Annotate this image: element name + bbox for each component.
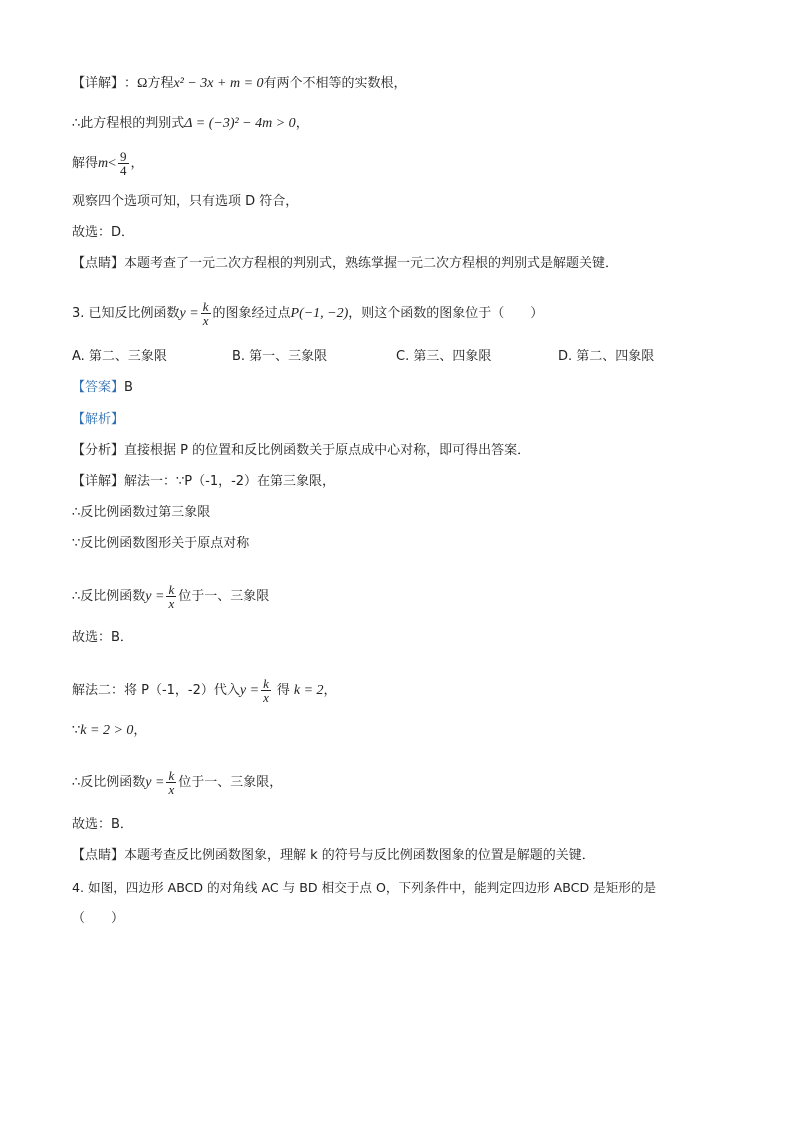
text-tail: ， [133, 723, 147, 738]
comment-text: 本题考查反比例函数图象，理解 k 的符号与反比例函数图象的位置是解题的关键． [124, 848, 595, 863]
fraction-denominator: 4 [120, 163, 127, 178]
method2-text-c: ， [323, 682, 337, 698]
text-tail: 有两个不相等的实数根， [263, 76, 407, 91]
because-symbol: ∵ [72, 723, 81, 738]
fraction-numerator: k [168, 768, 175, 783]
text-tail: ， [130, 155, 144, 171]
colon: ： [124, 76, 138, 91]
because-glyph: Ω [137, 76, 148, 91]
fraction-numerator: k [263, 676, 269, 691]
solve-line [72, 150, 144, 177]
method-2-line [72, 677, 337, 704]
fraction-k-over-x [261, 677, 271, 704]
step-line-2: ∵反比例函数图形关于原点对称 [72, 536, 250, 551]
step3-text-a: ∴反比例函数 [72, 588, 146, 604]
fraction-denominator: x [168, 782, 175, 797]
method2-text-a: 解法二：将 P（-1，-2）代入 [72, 682, 240, 698]
step-line-3 [72, 583, 269, 610]
fraction-numerator: 9 [120, 149, 127, 164]
analysis-line [72, 443, 530, 459]
q3-option-d: D. 第二、四象限 [558, 349, 655, 364]
q3-option-b: B. 第一、三象限 [232, 349, 328, 364]
analysis-label: 【分析】 [72, 443, 125, 458]
comment-label: 【点睛】 [72, 256, 125, 271]
q3-options [72, 349, 722, 365]
detail-label: 【详解】 [72, 76, 125, 91]
fraction-denominator: x [263, 690, 269, 705]
fraction-k-over-x [166, 769, 176, 796]
answer-line [72, 380, 133, 396]
comment-line-1 [72, 256, 618, 272]
fraction-denominator: x [168, 596, 175, 611]
fraction-denominator: x [202, 313, 209, 328]
fraction-numerator: k [168, 582, 175, 597]
q3-stem-a: 3. 已知反比例函数 [72, 305, 180, 321]
step4-text-a: ∴反比例函数 [72, 774, 146, 790]
text-tail: ， [295, 116, 309, 131]
step-line-1: ∴反比例函数过第三象限 [72, 505, 211, 520]
k-positive-expr: k = 2 > 0 [80, 723, 134, 738]
method2-text-b: 得 [276, 682, 290, 698]
discriminant-text: 此方程根的判别式 [80, 116, 185, 131]
fraction-numerator: k [202, 299, 209, 314]
choose-line-3: 故选：B． [72, 817, 133, 832]
method2-k-eq: k = 2 [293, 682, 324, 698]
step3-y-eq: y = [145, 588, 165, 604]
method2-y-eq: y = [239, 682, 260, 698]
step3-text-b: 位于一、三象限 [178, 588, 270, 604]
q3-option-c: C. 第三、四象限 [396, 349, 492, 364]
comment-line-2 [72, 848, 595, 864]
discriminant-expr: Δ = (−3)² − 4m > 0 [184, 116, 296, 131]
answer-value: B [124, 380, 133, 395]
question-4-line-1: 4. 如图，四边形 ABCD 的对角线 AC 与 BD 相交于点 O，下列条件中，能判定四边形 ABCD 是矩形的是 [72, 880, 657, 895]
choose-line-1: 故选：D． [72, 225, 135, 240]
because-k-line [72, 723, 146, 739]
analysis-heading: 【解析】 [72, 412, 125, 427]
equation: x² − 3x + m = 0 [173, 76, 264, 91]
detail-line-1 [72, 76, 407, 92]
question-4-line-2: （ ） [72, 911, 125, 926]
detail-text: 解法一：∵P（-1，-2）在第三象限， [124, 474, 336, 489]
discriminant-line [72, 116, 309, 132]
answer-label: 【答案】 [72, 380, 125, 395]
fraction-nine-fourths [118, 150, 129, 177]
comment-label: 【点睛】 [72, 848, 125, 863]
fraction-k-over-x [166, 583, 176, 610]
solve-text: 解得 [72, 155, 99, 171]
q3-stem-c: ，则这个函数的图象位于（ ） [348, 305, 544, 321]
detail-line-2 [72, 474, 335, 490]
step4-text-b: 位于一、三象限， [178, 774, 283, 790]
observe-line: 观察四个选项可知，只有选项 D 符合， [72, 194, 299, 209]
q3-option-a: A. 第二、三象限 [72, 349, 167, 364]
var-m: m [98, 155, 109, 171]
q3-y-eq: y = [179, 305, 199, 321]
detail-label: 【详解】 [72, 474, 125, 489]
analysis-text: 直接根据 P 的位置和反比例函数关于原点成中心对称，即可得出答案． [124, 443, 531, 458]
question-3-stem [72, 300, 543, 327]
therefore-symbol: ∴ [72, 116, 81, 131]
step4-y-eq: y = [145, 774, 165, 790]
step-line-4 [72, 769, 282, 796]
comment-text: 本题考查了一元二次方程根的判别式，熟练掌握一元二次方程根的判别式是解题关键． [124, 256, 619, 271]
q3-stem-b: 的图象经过点 [212, 305, 291, 321]
choose-line-2: 故选：B． [72, 630, 133, 645]
fraction-k-over-x [201, 300, 211, 327]
less-than: < [108, 155, 117, 171]
q3-point: P(−1, −2) [290, 305, 349, 321]
text-equation-word: 方程 [147, 76, 174, 91]
